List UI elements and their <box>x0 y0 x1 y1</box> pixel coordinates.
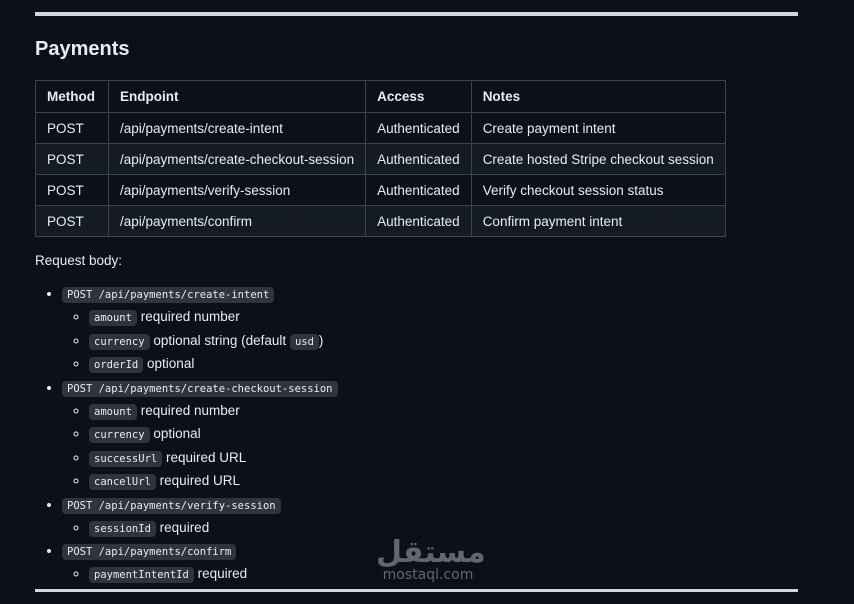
mostaql-watermark <box>376 535 486 583</box>
list-item <box>89 305 338 329</box>
field-list <box>62 516 338 540</box>
header-access: Access <box>366 81 472 113</box>
field-description: optional <box>147 356 195 371</box>
cell-notes: Create payment intent <box>471 113 725 144</box>
request-body-label: Request body: <box>35 253 123 268</box>
table-row <box>36 144 726 175</box>
cell-endpoint: /api/payments/confirm <box>109 206 366 237</box>
cell-access: Authenticated <box>366 113 472 144</box>
list-item <box>89 446 338 470</box>
watermark-url: mostaql.com <box>382 567 474 583</box>
field-description: required <box>159 519 210 535</box>
cell-notes: Confirm payment intent <box>471 206 725 237</box>
horizontal-rule-top <box>35 12 798 16</box>
cell-method: POST <box>36 206 109 237</box>
cell-method: POST <box>36 113 109 144</box>
list-item <box>62 376 338 493</box>
list-item <box>89 399 338 423</box>
field-code: orderId <box>89 357 143 373</box>
cell-endpoint: /api/payments/create-checkout-session <box>109 144 366 175</box>
list-item <box>89 422 338 446</box>
header-endpoint: Endpoint <box>109 81 366 113</box>
request-body-list <box>35 282 338 586</box>
default-value-code: usd <box>290 334 319 350</box>
field-description: required <box>197 566 248 581</box>
section-title: Payments <box>35 38 130 60</box>
cell-method: POST <box>36 144 109 175</box>
field-description: required number <box>140 402 240 418</box>
field-description: optional <box>153 426 201 441</box>
list-item <box>89 562 338 586</box>
table-header-row <box>36 81 726 113</box>
field-description: optional string (default <box>153 332 287 348</box>
cell-notes: Create hosted Stripe checkout session <box>471 144 725 175</box>
horizontal-rule-bottom <box>35 589 798 592</box>
table-row <box>36 206 726 237</box>
list-item <box>89 352 338 376</box>
list-item <box>62 539 338 586</box>
endpoint-code: POST /api/payments/verify-session <box>62 498 281 514</box>
endpoint-code: POST /api/payments/confirm <box>62 544 236 560</box>
endpoint-code: POST /api/payments/create-checkout-session <box>62 381 338 397</box>
field-description: required URL <box>159 473 240 488</box>
field-code: successUrl <box>89 451 162 467</box>
watermark-logo: مستقل <box>376 535 486 570</box>
list-item <box>89 516 338 540</box>
header-notes: Notes <box>471 81 725 113</box>
field-suffix: ) <box>318 332 324 348</box>
list-item <box>89 329 338 353</box>
field-code: paymentIntentId <box>89 567 194 583</box>
cell-access: Authenticated <box>366 144 472 175</box>
list-item <box>62 493 338 540</box>
cell-access: Authenticated <box>366 206 472 237</box>
field-code: amount <box>89 404 137 420</box>
table-row <box>36 113 726 144</box>
field-code: sessionId <box>89 521 156 537</box>
field-code: currency <box>89 427 150 443</box>
field-description: required URL <box>165 449 247 465</box>
cell-access: Authenticated <box>366 175 472 206</box>
cell-notes: Verify checkout session status <box>471 175 725 206</box>
cell-endpoint: /api/payments/verify-session <box>109 175 366 206</box>
cell-method: POST <box>36 175 109 206</box>
endpoint-code: POST /api/payments/create-intent <box>62 287 274 303</box>
field-list <box>62 562 338 586</box>
field-code: currency <box>89 334 150 350</box>
field-code: amount <box>89 310 137 326</box>
table-row <box>36 175 726 206</box>
list-item <box>89 469 338 493</box>
field-list <box>62 399 338 493</box>
field-description: required number <box>140 309 240 324</box>
list-item <box>62 282 338 376</box>
header-method: Method <box>36 81 109 113</box>
field-code: cancelUrl <box>89 474 156 490</box>
endpoints-table <box>35 80 726 237</box>
field-list <box>62 305 338 376</box>
cell-endpoint: /api/payments/create-intent <box>109 113 366 144</box>
